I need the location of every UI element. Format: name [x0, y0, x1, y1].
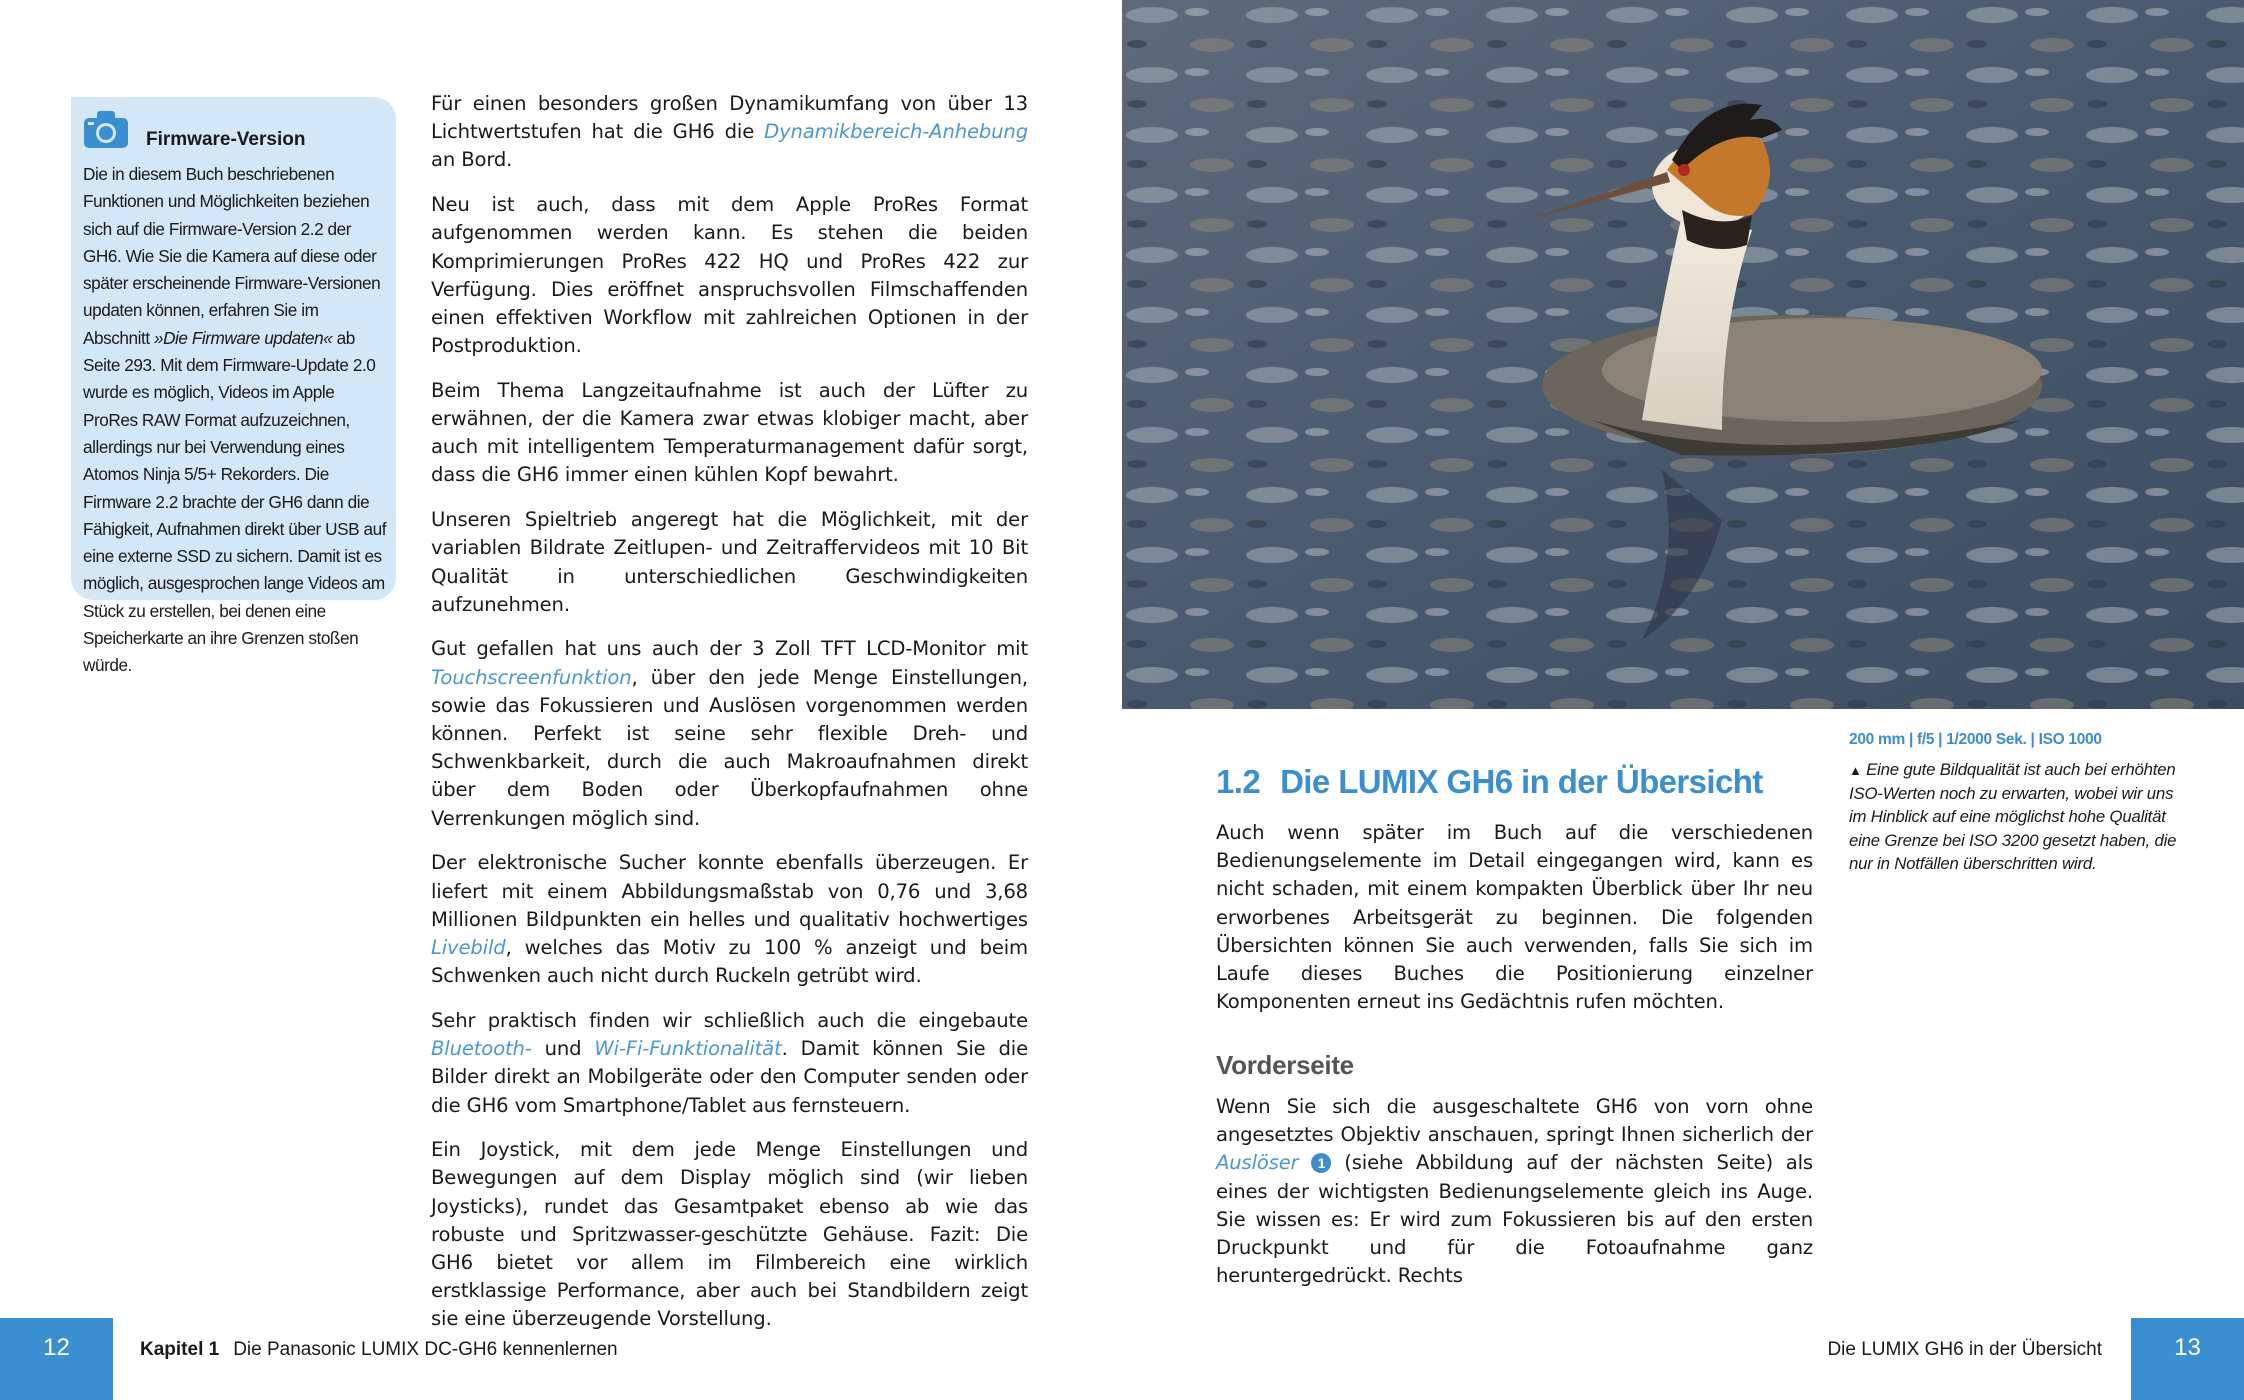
grebe-photo: [1122, 0, 2244, 709]
firmware-info-box: [71, 97, 396, 676]
paragraph: Der elektronische Sucher konnte ebenfalls überzeugen. Er liefert mit einem Abbildungsmaßstab von 0,76 und 3,68 Millionen Bildpunkten ein helles und qualitativ hochwertiges Livebild, welches das Motiv zu 100 % anzeigt und beim Schwenken auch nicht durch Ruckeln getrübt wird.: [431, 851, 1028, 988]
livebild-link[interactable]: Livebild: [431, 935, 506, 959]
paragraph: Für einen besonders großen Dynamikumfang von über 13 Lichtwertstufen hat die GH6 die Dynamikbereich-Anhebung an Bord.: [431, 92, 1028, 172]
section-intro: Auch wenn später im Buch auf die verschiedenen Bedienungselemente im Detail eingegangen wird, kann es nicht schaden, mit einem kompakten Überblick über Ihr neu erworbenes Arbeitsgerät zu beginnen. Die folgenden Übersichten können Sie auch verwenden, falls Sie sich im Laufe dieses Buches die Positionierung einzelner Komponenten erneut ins Gedächtnis rufen möchten.: [1216, 821, 1813, 1014]
section-heading: 1.2 Die LUMIX GH6 in der Übersicht: [1216, 763, 1763, 800]
paragraph: Ein Joystick, mit dem jede Menge Einstellungen und Bewegungen auf dem Display möglich sind (wir lieben Joysticks), rundet das Gesamtpaket ebenso ab wie das robuste und Spritzwasser-geschützte Gehäuse. Fazit: Die GH6 bietet vor allem im Filmbereich eine wirklich erstklassige Performance, aber auch bei Standbildern zeigt sie eine überzeugende Vorstellung.: [431, 1138, 1028, 1331]
paragraph: Neu ist auch, dass mit dem Apple ProRes Format aufgenommen werden kann. Es stehen die beiden Komprimierungen ProRes 422 HQ und ProRes 422 zur Verfügung. Dies eröffnet anspruchsvollen Filmschaffenden einen effektiven Workflow mit zahlreichen Optionen in der Postproduktion.: [431, 193, 1028, 358]
section-footer: Die LUMIX GH6 in der Übersicht: [1827, 1339, 2102, 1360]
callout-marker: 1: [1311, 1153, 1331, 1173]
caption-triangle-icon: ▲: [1849, 763, 1862, 778]
vorderseite-text: Wenn Sie sich die ausgeschaltete GH6 von vorn ohne angesetztes Objektiv anschauen, springt Ihnen sicherlich der Auslöser 1 (siehe Abbildung auf der nächsten Seite) als eines der wichtigsten Bedienungselemente gleich ins Auge. Sie wissen es: Er wird zum Fokussieren bis auf den ersten Druckpunkt und für die Fotoaufnahme ganz heruntergedrückt. Rechts: [1216, 1095, 1813, 1288]
paragraph: Beim Thema Langzeitaufnahme ist auch der Lüfter zu erwähnen, der die Kamera zwar etwas klobiger macht, aber auch mit intelligentem Temperaturmanagement dafür sorgt, dass die GH6 immer einen kühlen Kopf bewahrt.: [431, 378, 1028, 487]
wifi-link[interactable]: Wi-Fi-Funktionalität: [594, 1037, 782, 1061]
page-number-right: 13: [2131, 1318, 2244, 1400]
sidebar-text: Die in diesem Buch beschriebenen Funktionen und Möglichkeiten beziehen sich auf die Firmware-Version 2.2 der GH6. Wie Sie die Kamera auf diese oder später erscheinende Firmware-Versionen updaten können, erfahren Sie im Abschnitt »Die Firmware updaten« ab Seite 293. Mit dem Firmware-Update 2.0 wurde es möglich, Videos im Apple ProRes RAW Format aufzuzeichnen, allerdings nur bei Verwendung eines Atomos Ninja 5/5+ Rekorders. Die Firmware 2.2 brachte der GH6 dann die Fähigkeit, Aufnahmen direkt über USB auf eine externe SSD zu sichern. Damit ist es möglich, ausgesprochen lange Videos am Stück zu erstellen, bei denen eine Speicherkarte an ihre Grenzen stoßen würde.: [83, 164, 387, 676]
paragraph: Unseren Spieltrieb angeregt hat die Möglichkeit, mit der variablen Bildrate Zeitlupen- und Zeitraffervideos mit 10 Bit Qualität in unterschiedlichen Geschwindigkeiten aufzunehmen.: [431, 508, 1028, 616]
left-text-column: [431, 90, 1028, 1350]
photo-exif: 200 mm | f/5 | 1/2000 Sek. | ISO 1000: [1849, 731, 2102, 748]
subheading-vorderseite: Vorderseite: [1216, 1050, 1354, 1080]
firmware-link[interactable]: »Die Firmware updaten«: [153, 327, 333, 348]
camera-icon: [83, 109, 129, 149]
bluetooth-link[interactable]: Bluetooth-: [431, 1037, 532, 1061]
sidebar-title: Firmware-Version: [146, 129, 306, 150]
chapter-footer: Kapitel 1 Die Panasonic LUMIX DC-GH6 kennenlernen: [140, 1339, 618, 1360]
page-number-left: 12: [0, 1318, 113, 1400]
touchscreen-link[interactable]: Touchscreenfunktion: [431, 665, 632, 689]
photo-caption: ▲ Eine gute Bildqualität ist auch bei erhöhten ISO-Werten noch zu erwarten, wobei wir uns im Hinblick auf eine möglichst hohe Qualität eine Grenze bei ISO 3200 gesetzt haben, die nur in Notfällen überschritten wird.: [1849, 760, 2177, 873]
dynamic-range-link[interactable]: Dynamikbereich-Anhebung: [764, 120, 1028, 144]
paragraph: Sehr praktisch finden wir schließlich auch die eingebaute Bluetooth- und Wi-Fi-Funktionalität. Damit können Sie die Bilder direkt an Mobilgeräte oder den Computer senden oder die GH6 vom Smartphone/Tablet aus fernsteuern.: [431, 1008, 1028, 1117]
paragraph: Gut gefallen hat uns auch der 3 Zoll TFT LCD-Monitor mit Touchscreenfunktion, über den jede Menge Einstellungen, sowie das Fokussieren und Auslösen vorgenommen werden können. Perfekt ist seine sehr flexible Dreh- und Schwenkbarkeit, durch die auch Makroaufnahmen direkt über dem Boden oder Überkopfaufnahmen ohne Verrenkungen möglich sind.: [431, 637, 1028, 830]
ausloeser-link[interactable]: Auslöser: [1216, 1151, 1299, 1175]
